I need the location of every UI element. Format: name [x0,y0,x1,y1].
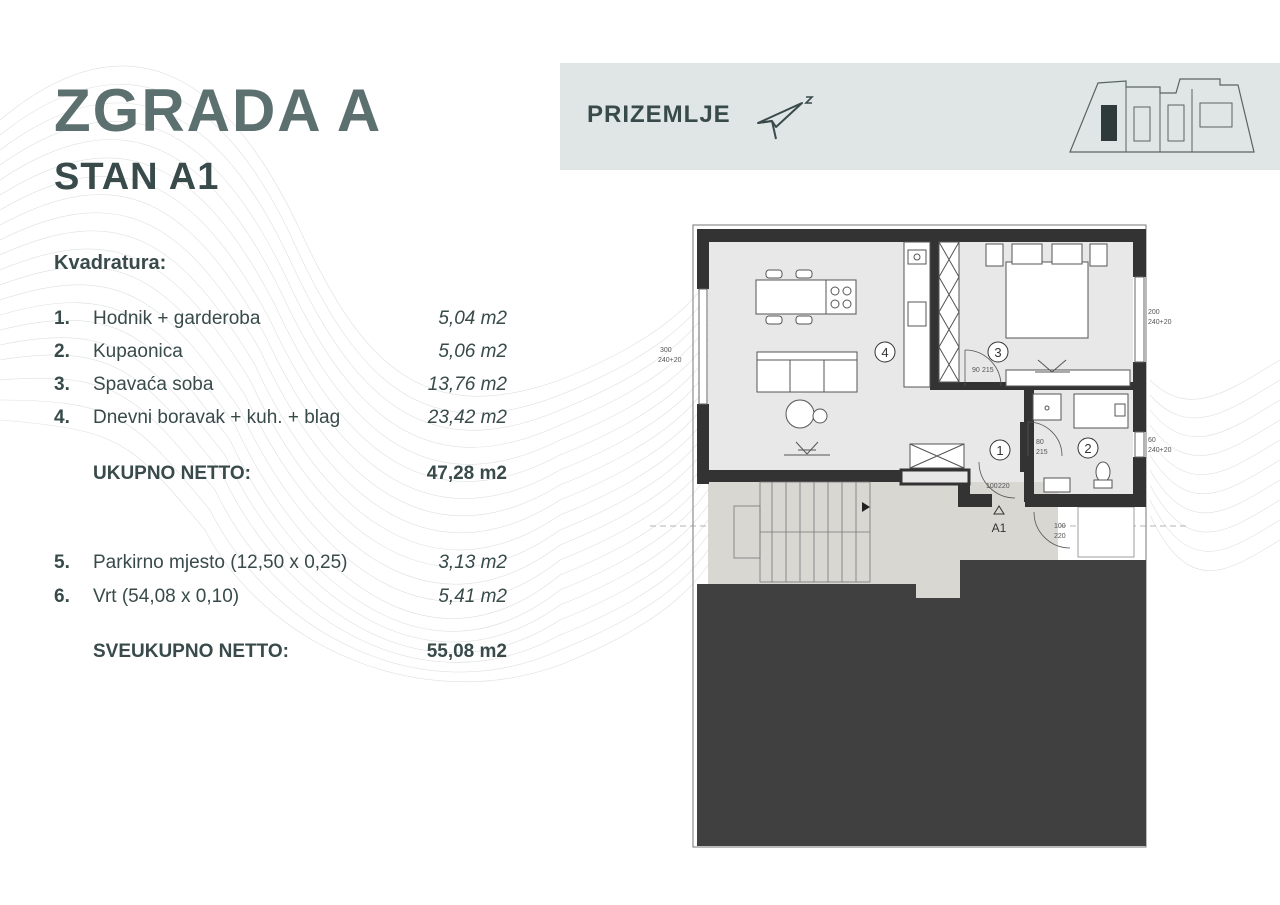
area-row [54,374,507,398]
area-row-number: 6. [54,586,70,607]
sofa-icon [757,352,857,392]
area-row-value: 13,76 m2 [427,374,507,395]
floor-plan [658,222,1172,852]
area-row-name: Spavaća soba [93,374,214,395]
area-row-value: 3,13 m2 [438,552,507,573]
area-row-name: Hodnik + garderoba [93,308,261,329]
area-row-value: 5,04 m2 [438,308,507,329]
dim-door-bed-h: 215 [982,367,994,374]
room-label-3: 3 [994,345,1002,360]
net-total [93,463,507,487]
area-row [54,308,507,332]
area-row-number: 3. [54,374,70,395]
area-row-name: Kupaonica [93,341,183,362]
room-label-4: 4 [881,345,889,360]
dim-living-window-sub: 240+20 [658,357,682,364]
grand-total-value: 55,08 m2 [426,641,507,662]
area-row-name: Vrt (54,08 x 0,10) [93,586,240,607]
dim-bed-window-sub: 240+20 [1148,319,1172,326]
floor-label: PRIZEMLJE [587,101,731,128]
kitchen-counter [904,242,930,387]
dim-door-bed-w: 90 [972,367,980,374]
area-row [54,552,507,576]
dim-bath-window-sub: 240+20 [1148,447,1172,454]
area-row-number: 1. [54,308,70,329]
area-row-value: 23,42 m2 [427,407,507,428]
grand-total [93,641,507,665]
building-key-plan [1068,75,1258,155]
dim-door-bath-h: 215 [1036,449,1048,456]
area-row-value: 5,06 m2 [438,341,507,362]
dim-door-hall-h: 220 [998,483,1010,490]
dim-living-window: 300 [660,347,672,354]
dim-bath-window: 60 [1148,437,1156,444]
area-row-name: Dnevni boravak + kuh. + blag [93,407,341,428]
area-row [54,586,507,610]
area-row-name: Parkirno mjesto (12,50 x 0,25) [93,552,348,573]
dim-door-entry-h: 220 [1054,533,1066,540]
grand-total-label: SVEUKUPNO NETTO: [93,641,290,662]
area-row-number: 2. [54,341,70,362]
building-title: ZGRADA A [54,77,383,144]
room-label-1: 1 [996,443,1004,458]
dim-door-bath-w: 80 [1036,439,1044,446]
area-row [54,341,507,365]
room-label-2: 2 [1084,441,1092,456]
dim-door-entry-w: 100 [1054,523,1066,530]
area-row-number: 4. [54,407,70,428]
area-row-number: 5. [54,552,70,573]
floor-banner [560,63,1280,170]
area-heading: Kvadratura: [54,252,167,274]
net-total-label: UKUPNO NETTO: [93,463,251,484]
unit-title: STAN A1 [54,156,220,198]
entrance-label: A1 [991,521,1007,535]
area-row-value: 5,41 m2 [438,586,507,607]
north-arrow-icon [756,93,816,143]
area-row [54,407,507,431]
entry-landing [1078,507,1134,557]
dim-door-hall-w: 100 [986,483,998,490]
net-total-value: 47,28 m2 [426,463,507,484]
dim-bed-window: 200 [1148,309,1160,316]
garden-area [697,560,1146,846]
